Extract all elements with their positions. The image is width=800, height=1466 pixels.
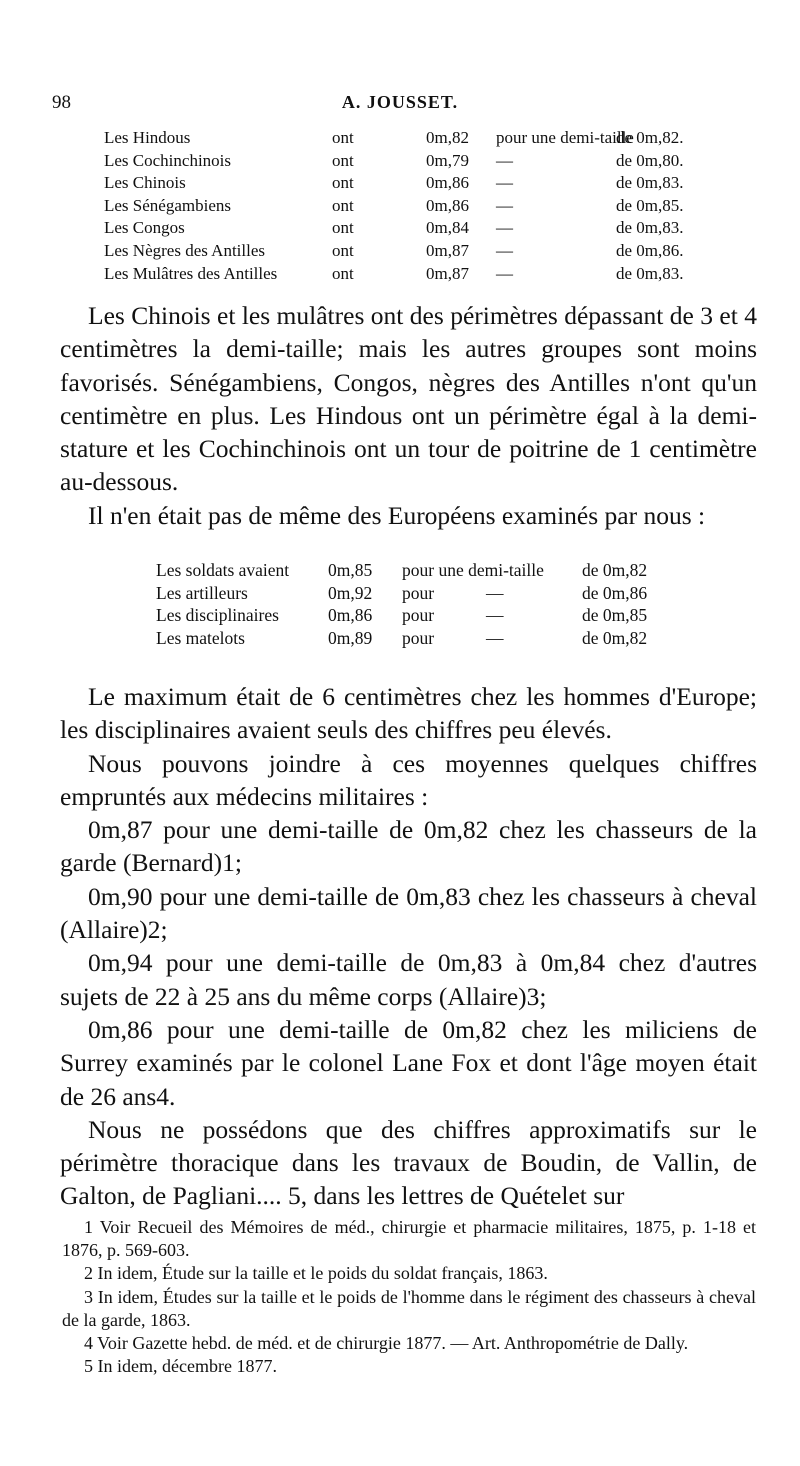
- perimeter-cell: 0m,86: [328, 605, 373, 626]
- paragraph-approximate: Nous ne possédons que des chiffres approximatifs sur le périmètre thoracique dans les travaux de Boudin, de Vallin, de Galton, de Pagliani.... 5, dans les lettres de Quételet sur: [60, 1114, 757, 1211]
- table-european-groups: [156, 560, 676, 670]
- group-cell: Les disciplinaires: [156, 605, 279, 626]
- perimeter-cell: 0m,79: [426, 150, 469, 170]
- half-height-cell: de 0m,82.: [616, 128, 684, 147]
- table-non-european-groups: [104, 128, 724, 288]
- verb-cell: ont: [332, 173, 354, 193]
- page-number: 98: [52, 92, 71, 113]
- half-height-cell: de 0m,83.: [616, 263, 684, 283]
- half-height-cell: de 0m,82: [582, 627, 648, 648]
- paragraph-allaire-2: 0m,94 pour une demi-taille de 0m,83 à 0m,84 chez d'autres sujets de 22 à 25 ans du même corps (Allaire)3;: [60, 948, 757, 1011]
- paragraph-bernard: 0m,87 pour une demi-taille de 0m,82 chez les chasseurs de la garde (Bernard)1;: [60, 815, 757, 878]
- paragraph-europeans-intro: Il n'en était pas de même des Européens examinés par nous :: [88, 500, 706, 530]
- dash-cell: —: [486, 582, 504, 603]
- perimeter-cell: 0m,84: [426, 218, 469, 238]
- phrase-cell: —: [496, 195, 513, 215]
- dash-cell: —: [486, 605, 504, 626]
- group-cell: Les Sénégambiens: [104, 195, 231, 215]
- group-cell: Les Hindous: [104, 128, 191, 147]
- paragraph-comparison: Les Chinois et les mulâtres ont des périmètres dépassant de 3 et 4 centimètres la demi-taille; mais les autres groupes sont moins favorisés. Sénégambiens, Congos, nègres des Antilles n'ont qu'un centimètre en plus. Les Hindous ont un périmètre égal à la demi-stature et les Cochinchinois ont un tour de poitrine de 1 centimètre au-dessous.: [60, 301, 757, 497]
- perimeter-cell: 0m,87: [426, 263, 469, 283]
- perimeter-cell: 0m,86: [426, 195, 469, 215]
- body-text-lower: [60, 680, 757, 1213]
- footnote-4: 4 Voir Gazette hebd. de méd. et de chirurgie 1877. — Art. Anthropométrie de Dally.: [84, 1333, 689, 1354]
- group-cell: Les Congos: [104, 218, 185, 238]
- group-cell: Les Cochinchinois: [104, 150, 232, 170]
- paragraph-surrey: 0m,86 pour une demi-taille de 0m,82 chez les miliciens de Surrey examinés par le colonel Lane Fox et dont l'âge moyen était de 26 ans4.: [60, 1014, 757, 1111]
- perimeter-cell: 0m,87: [426, 241, 469, 260]
- phrase-cell: pour: [402, 627, 435, 648]
- verb-cell: ont: [332, 150, 354, 170]
- verb-cell: ont: [332, 218, 354, 238]
- perimeter-cell: 0m,89: [328, 627, 373, 648]
- phrase-cell: pour: [402, 582, 435, 603]
- half-height-cell: de 0m,82: [582, 560, 648, 580]
- verb-cell: ont: [332, 128, 354, 147]
- phrase-cell: —: [496, 218, 513, 238]
- perimeter-cell: 0m,82: [426, 128, 469, 147]
- dash-cell: —: [486, 627, 504, 648]
- phrase-cell: pour: [402, 605, 435, 626]
- footnotes: [62, 1216, 756, 1378]
- group-cell: Les matelots: [156, 627, 245, 648]
- body-text-upper: [60, 299, 757, 532]
- footnote-2: 2 In idem, Étude sur la taille et le poids du soldat français, 1863.: [84, 1263, 548, 1284]
- running-head: A. JOUSSET.: [341, 92, 459, 112]
- phrase-cell: —: [496, 173, 513, 193]
- group-cell: Les soldats avaient: [156, 560, 290, 580]
- phrase-cell: —: [496, 263, 513, 283]
- perimeter-cell: 0m,85: [328, 560, 373, 580]
- phrase-cell: —: [496, 241, 513, 260]
- verb-cell: ont: [332, 241, 354, 260]
- group-cell: Les Chinois: [104, 173, 186, 193]
- half-height-cell: de 0m,85: [582, 605, 648, 626]
- half-height-cell: de 0m,86.: [616, 241, 684, 260]
- phrase-cell: pour une demi-taille: [402, 560, 544, 580]
- perimeter-cell: 0m,86: [426, 173, 469, 193]
- verb-cell: ont: [332, 263, 354, 283]
- footnote-3: 3 In idem, Études sur la taille et le poids de l'homme dans le régiment des chasseurs à cheval de la garde, 1863.: [62, 1286, 756, 1330]
- paragraph-allaire-1: 0m,90 pour une demi-taille de 0m,83 chez les chasseurs à cheval (Allaire)2;: [60, 881, 757, 945]
- footnote-1: 1 Voir Recueil des Mémoires de méd., chirurgie et pharmacie militaires, 1875, p. 1-18 et 1876, p. 569-603.: [62, 1217, 756, 1261]
- perimeter-cell: 0m,92: [328, 582, 373, 603]
- paragraph-maximum: Le maximum était de 6 centimètres chez les hommes d'Europe; les disciplinaires avaient seuls des chiffres peu élevés.: [60, 682, 757, 745]
- phrase-cell: pour une demi-taille: [496, 128, 634, 147]
- half-height-cell: de 0m,83.: [616, 218, 684, 238]
- paragraph-military-doctors: Nous pouvons joindre à ces moyennes quelques chiffres empruntés aux médecins militaires :: [60, 748, 757, 811]
- group-cell: Les artilleurs: [156, 582, 248, 603]
- page-header: [52, 92, 748, 118]
- half-height-cell: de 0m,85.: [616, 195, 684, 215]
- half-height-cell: de 0m,83.: [616, 173, 684, 193]
- group-cell: Les Mulâtres des Antilles: [104, 263, 278, 283]
- phrase-cell: —: [496, 150, 513, 170]
- group-cell: Les Nègres des Antilles: [104, 241, 265, 260]
- verb-cell: ont: [332, 195, 354, 215]
- footnote-5: 5 In idem, décembre 1877.: [84, 1356, 277, 1377]
- half-height-cell: de 0m,80.: [616, 150, 684, 170]
- half-height-cell: de 0m,86: [582, 582, 648, 603]
